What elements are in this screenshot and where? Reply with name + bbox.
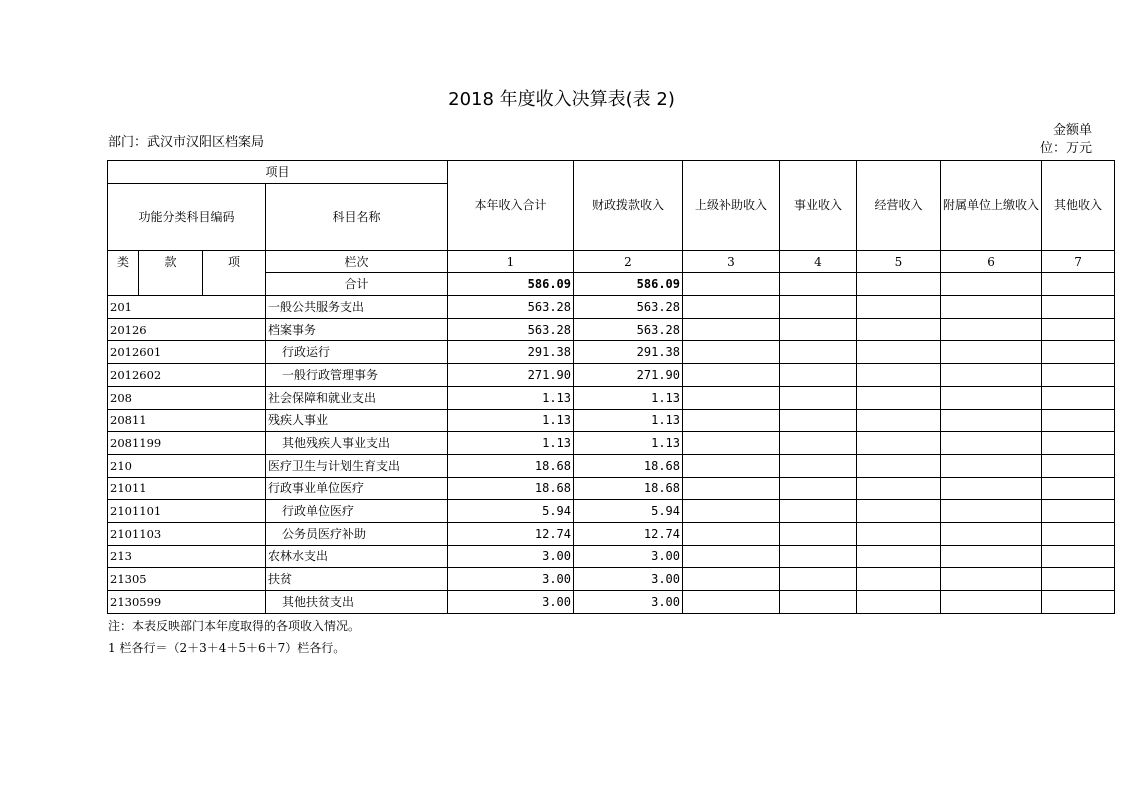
value-col-5 bbox=[857, 409, 941, 432]
unit-label-line2: 位：万元 bbox=[1040, 141, 1093, 156]
value-col-3 bbox=[683, 386, 780, 409]
header-xiang: 项 bbox=[203, 250, 266, 295]
value-col-4 bbox=[780, 296, 857, 319]
value-col-2: 1.13 bbox=[574, 432, 683, 455]
subject-name bbox=[266, 386, 448, 409]
header-col-7: 其他收入 bbox=[1042, 161, 1115, 251]
value-col-2: 563.28 bbox=[574, 318, 683, 341]
total-col-3 bbox=[683, 273, 780, 296]
note-line-2: 1 栏各行＝（2＋3＋4＋5＋6＋7）栏各行。 bbox=[108, 641, 346, 655]
value-col-3 bbox=[683, 500, 780, 523]
value-col-5 bbox=[857, 432, 941, 455]
value-col-3 bbox=[683, 318, 780, 341]
unit-label bbox=[1040, 122, 1092, 158]
value-col-2: 563.28 bbox=[574, 296, 683, 319]
subject-code: 208 bbox=[108, 386, 266, 409]
subject-name-text: 其他扶贫支出 bbox=[282, 594, 355, 609]
value-col-7 bbox=[1042, 341, 1115, 364]
header-col-4: 事业收入 bbox=[780, 161, 857, 251]
subject-code: 201 bbox=[108, 296, 266, 319]
value-col-6 bbox=[941, 454, 1042, 477]
income-table bbox=[107, 160, 1115, 614]
value-col-5 bbox=[857, 477, 941, 500]
col-num-5: 5 bbox=[857, 250, 941, 273]
subject-name-text: 行政运行 bbox=[282, 345, 331, 360]
value-col-2: 3.00 bbox=[574, 545, 683, 568]
value-col-7 bbox=[1042, 454, 1115, 477]
value-col-3 bbox=[683, 522, 780, 545]
value-col-5 bbox=[857, 454, 941, 477]
table-row bbox=[108, 500, 1115, 523]
value-col-1: 1.13 bbox=[448, 409, 574, 432]
value-col-5 bbox=[857, 591, 941, 614]
department-label: 部门：武汉市汉阳区档案局 bbox=[108, 135, 265, 150]
value-col-4 bbox=[780, 432, 857, 455]
value-col-5 bbox=[857, 500, 941, 523]
value-col-6 bbox=[941, 386, 1042, 409]
table-row bbox=[108, 341, 1115, 364]
total-col-1: 586.09 bbox=[448, 273, 574, 296]
subject-name bbox=[266, 364, 448, 387]
value-col-6 bbox=[941, 522, 1042, 545]
value-col-2: 3.00 bbox=[574, 591, 683, 614]
value-col-7 bbox=[1042, 545, 1115, 568]
value-col-7 bbox=[1042, 477, 1115, 500]
subject-name bbox=[266, 522, 448, 545]
subject-name-text: 档案事务 bbox=[268, 322, 317, 337]
value-col-6 bbox=[941, 409, 1042, 432]
value-col-5 bbox=[857, 522, 941, 545]
value-col-4 bbox=[780, 591, 857, 614]
subject-code: 21011 bbox=[108, 477, 266, 500]
col-num-6: 6 bbox=[941, 250, 1042, 273]
value-col-5 bbox=[857, 386, 941, 409]
value-col-6 bbox=[941, 296, 1042, 319]
table-row bbox=[108, 364, 1115, 387]
value-col-3 bbox=[683, 409, 780, 432]
header-item: 项目 bbox=[108, 161, 448, 184]
total-col-4 bbox=[780, 273, 857, 296]
subject-code: 2012601 bbox=[108, 341, 266, 364]
value-col-2: 18.68 bbox=[574, 454, 683, 477]
value-col-7 bbox=[1042, 409, 1115, 432]
value-col-3 bbox=[683, 477, 780, 500]
value-col-5 bbox=[857, 364, 941, 387]
value-col-6 bbox=[941, 568, 1042, 591]
table-row bbox=[108, 568, 1115, 591]
col-num-7: 7 bbox=[1042, 250, 1115, 273]
value-col-4 bbox=[780, 522, 857, 545]
value-col-5 bbox=[857, 545, 941, 568]
value-col-6 bbox=[941, 341, 1042, 364]
total-label: 合计 bbox=[266, 273, 448, 296]
value-col-7 bbox=[1042, 568, 1115, 591]
value-col-1: 5.94 bbox=[448, 500, 574, 523]
value-col-7 bbox=[1042, 296, 1115, 319]
value-col-2: 291.38 bbox=[574, 341, 683, 364]
unit-label-line1: 金额单 bbox=[1052, 123, 1092, 138]
subject-name bbox=[266, 545, 448, 568]
table-row bbox=[108, 522, 1115, 545]
value-col-2: 3.00 bbox=[574, 568, 683, 591]
value-col-1: 3.00 bbox=[448, 545, 574, 568]
subject-name bbox=[266, 341, 448, 364]
value-col-6 bbox=[941, 432, 1042, 455]
subject-name bbox=[266, 318, 448, 341]
header-kuan: 款 bbox=[139, 250, 203, 295]
subject-code: 20811 bbox=[108, 409, 266, 432]
value-col-7 bbox=[1042, 386, 1115, 409]
subject-code: 2101101 bbox=[108, 500, 266, 523]
value-col-3 bbox=[683, 568, 780, 591]
value-col-6 bbox=[941, 591, 1042, 614]
col-num-4: 4 bbox=[780, 250, 857, 273]
value-col-3 bbox=[683, 341, 780, 364]
value-col-2: 18.68 bbox=[574, 477, 683, 500]
subject-name-text: 行政单位医疗 bbox=[282, 504, 355, 519]
table-row bbox=[108, 296, 1115, 319]
note-line-1: 注：本表反映部门本年度取得的各项收入情况。 bbox=[108, 619, 361, 633]
subject-name bbox=[266, 477, 448, 500]
table-row bbox=[108, 318, 1115, 341]
value-col-6 bbox=[941, 364, 1042, 387]
subject-code: 20126 bbox=[108, 318, 266, 341]
value-col-6 bbox=[941, 545, 1042, 568]
value-col-1: 3.00 bbox=[448, 568, 574, 591]
header-col-3: 上级补助收入 bbox=[683, 161, 780, 251]
value-col-5 bbox=[857, 296, 941, 319]
total-col-5 bbox=[857, 273, 941, 296]
header-col-5: 经营收入 bbox=[857, 161, 941, 251]
value-col-4 bbox=[780, 477, 857, 500]
total-col-7 bbox=[1042, 273, 1115, 296]
col-num-1: 1 bbox=[448, 250, 574, 273]
value-col-2: 5.94 bbox=[574, 500, 683, 523]
header-col-1: 本年收入合计 bbox=[448, 161, 574, 251]
value-col-6 bbox=[941, 500, 1042, 523]
value-col-7 bbox=[1042, 500, 1115, 523]
value-col-3 bbox=[683, 591, 780, 614]
header-column-no: 栏次 bbox=[266, 250, 448, 273]
value-col-3 bbox=[683, 454, 780, 477]
subject-name bbox=[266, 296, 448, 319]
value-col-4 bbox=[780, 454, 857, 477]
value-col-2: 12.74 bbox=[574, 522, 683, 545]
subject-name-text: 医疗卫生与计划生育支出 bbox=[268, 458, 401, 473]
value-col-1: 1.13 bbox=[448, 386, 574, 409]
value-col-7 bbox=[1042, 318, 1115, 341]
value-col-1: 3.00 bbox=[448, 591, 574, 614]
subject-name-text: 一般行政管理事务 bbox=[282, 367, 379, 382]
header-func-code: 功能分类科目编码 bbox=[108, 183, 266, 250]
subject-name bbox=[266, 500, 448, 523]
subject-code: 2130599 bbox=[108, 591, 266, 614]
subject-name-text: 扶贫 bbox=[268, 572, 293, 587]
subject-name bbox=[266, 454, 448, 477]
subject-name-text: 残疾人事业 bbox=[268, 413, 329, 428]
value-col-4 bbox=[780, 341, 857, 364]
subject-name-text: 其他残疾人事业支出 bbox=[282, 436, 391, 451]
subject-name bbox=[266, 591, 448, 614]
value-col-6 bbox=[941, 318, 1042, 341]
value-col-3 bbox=[683, 432, 780, 455]
page-title: 2018 年度收入决算表(表 2) bbox=[448, 89, 675, 110]
header-lei: 类 bbox=[108, 250, 139, 295]
subject-code: 2081199 bbox=[108, 432, 266, 455]
value-col-5 bbox=[857, 568, 941, 591]
value-col-4 bbox=[780, 318, 857, 341]
value-col-1: 271.90 bbox=[448, 364, 574, 387]
value-col-3 bbox=[683, 296, 780, 319]
total-col-6 bbox=[941, 273, 1042, 296]
subject-name bbox=[266, 432, 448, 455]
subject-code: 2101103 bbox=[108, 522, 266, 545]
value-col-1: 563.28 bbox=[448, 296, 574, 319]
subject-name-text: 行政事业单位医疗 bbox=[268, 481, 365, 496]
value-col-2: 1.13 bbox=[574, 386, 683, 409]
header-col-2: 财政拨款收入 bbox=[574, 161, 683, 251]
value-col-7 bbox=[1042, 522, 1115, 545]
value-col-4 bbox=[780, 386, 857, 409]
subject-name bbox=[266, 568, 448, 591]
subject-code: 210 bbox=[108, 454, 266, 477]
value-col-1: 563.28 bbox=[448, 318, 574, 341]
value-col-7 bbox=[1042, 591, 1115, 614]
value-col-7 bbox=[1042, 432, 1115, 455]
subject-name-text: 公务员医疗补助 bbox=[282, 526, 367, 541]
table-row bbox=[108, 386, 1115, 409]
table-row bbox=[108, 477, 1115, 500]
value-col-4 bbox=[780, 545, 857, 568]
value-col-7 bbox=[1042, 364, 1115, 387]
value-col-4 bbox=[780, 500, 857, 523]
subject-code: 21305 bbox=[108, 568, 266, 591]
col-num-3: 3 bbox=[683, 250, 780, 273]
subject-name-text: 农林水支出 bbox=[268, 549, 329, 564]
value-col-2: 271.90 bbox=[574, 364, 683, 387]
header-subject-name: 科目名称 bbox=[266, 183, 448, 250]
value-col-1: 12.74 bbox=[448, 522, 574, 545]
value-col-3 bbox=[683, 364, 780, 387]
subject-code: 2012602 bbox=[108, 364, 266, 387]
value-col-4 bbox=[780, 364, 857, 387]
table-row bbox=[108, 591, 1115, 614]
table-row bbox=[108, 454, 1115, 477]
table-row bbox=[108, 545, 1115, 568]
value-col-1: 18.68 bbox=[448, 477, 574, 500]
value-col-5 bbox=[857, 341, 941, 364]
table-row bbox=[108, 409, 1115, 432]
subject-code: 213 bbox=[108, 545, 266, 568]
value-col-2: 1.13 bbox=[574, 409, 683, 432]
value-col-1: 18.68 bbox=[448, 454, 574, 477]
value-col-4 bbox=[780, 409, 857, 432]
header-col-6: 附属单位上缴收入 bbox=[941, 161, 1042, 251]
value-col-6 bbox=[941, 477, 1042, 500]
value-col-1: 291.38 bbox=[448, 341, 574, 364]
table-row bbox=[108, 432, 1115, 455]
value-col-4 bbox=[780, 568, 857, 591]
subject-name-text: 社会保障和就业支出 bbox=[268, 390, 377, 405]
total-col-2: 586.09 bbox=[574, 273, 683, 296]
col-num-2: 2 bbox=[574, 250, 683, 273]
value-col-1: 1.13 bbox=[448, 432, 574, 455]
subject-name-text: 一般公共服务支出 bbox=[268, 299, 365, 314]
value-col-3 bbox=[683, 545, 780, 568]
value-col-5 bbox=[857, 318, 941, 341]
subject-name bbox=[266, 409, 448, 432]
